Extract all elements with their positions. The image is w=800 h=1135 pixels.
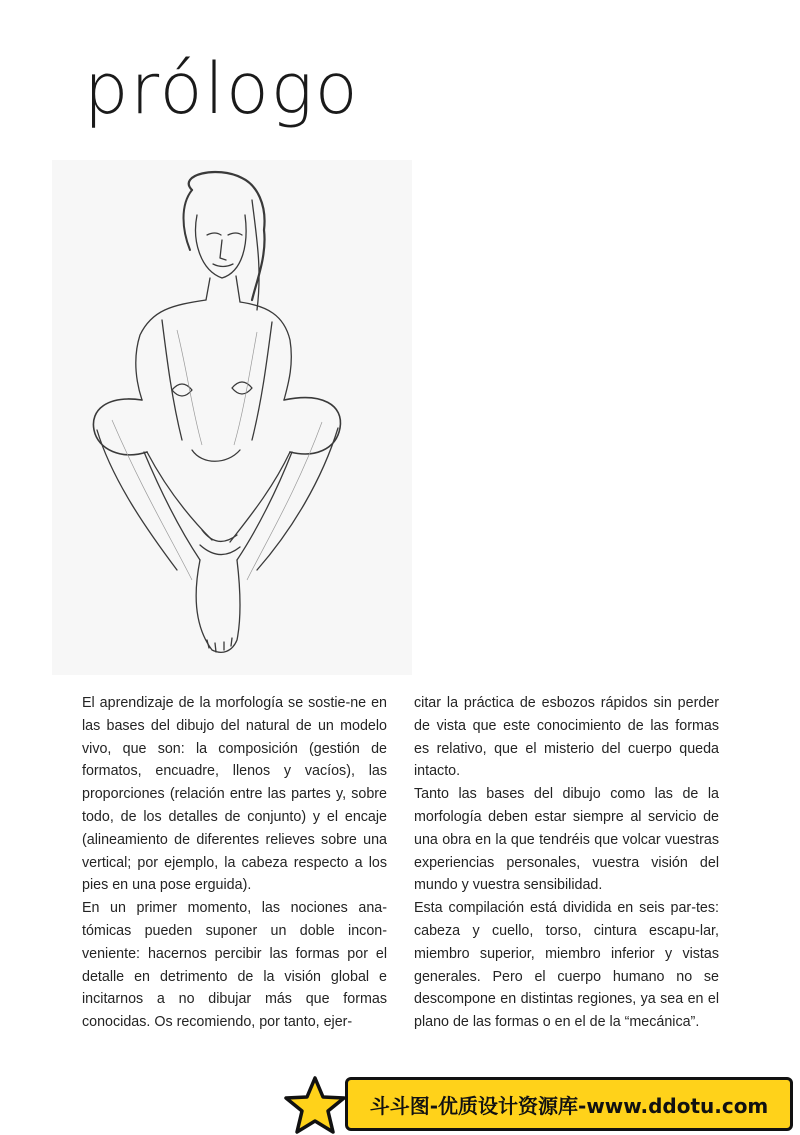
figure-sketch-drawing (52, 160, 412, 675)
body-column-right (414, 692, 719, 1034)
figure-sketch (52, 160, 412, 675)
paragraph: El aprendizaje de la morfología se sostie-ne en las bases del dibujo del natural de un modelo vivo, que son: la composición (gestión de formatos, encuadre, llenos y vacíos), las proporciones (relación entre las partes y, sobre todo, de los detalles de conjunto) y el encaje (alineamiento de diferentes relieves sobre una vertical; por ejemplo, la cabeza respecto a los pies en una pose erguida). (82, 695, 387, 894)
watermark-text: 斗斗图-优质设计资源库-www.ddotu.com (369, 1093, 769, 1118)
paragraph: citar la práctica de esbozos rápidos sin perder de vista que este conocimiento de las formas es relativo, que el misterio del cuerpo queda intacto. (414, 695, 719, 780)
watermark-banner (345, 1077, 793, 1131)
star-icon (283, 1075, 347, 1135)
page-title: prólogo (84, 48, 360, 130)
body-column-left (82, 692, 387, 1034)
paragraph: Esta compilación está dividida en seis par-tes: cabeza y cuello, torso, cintura escapu-lar, miembro superior, miembro inferior y vistas generales. Pero el cuerpo humano no se descompone en distintas regiones, ya sea en el plano de las formas o en el de la “mecánica”. (414, 900, 719, 1031)
paragraph: Tanto las bases del dibujo como las de la morfología deben estar siempre al servicio de una obra en la que tendréis que volcar vuestras experiencias personales, vuestra visión del mundo y vuestra sensibilidad. (414, 786, 719, 894)
paragraph: En un primer momento, las nociones ana-tómicas pueden suponer un doble incon-veniente: hacernos percibir las formas por el detalle en detrimento de la visión global e incitarnos a no dibujar más que formas conocidas. Os recomiendo, por tanto, ejer- (82, 900, 387, 1031)
